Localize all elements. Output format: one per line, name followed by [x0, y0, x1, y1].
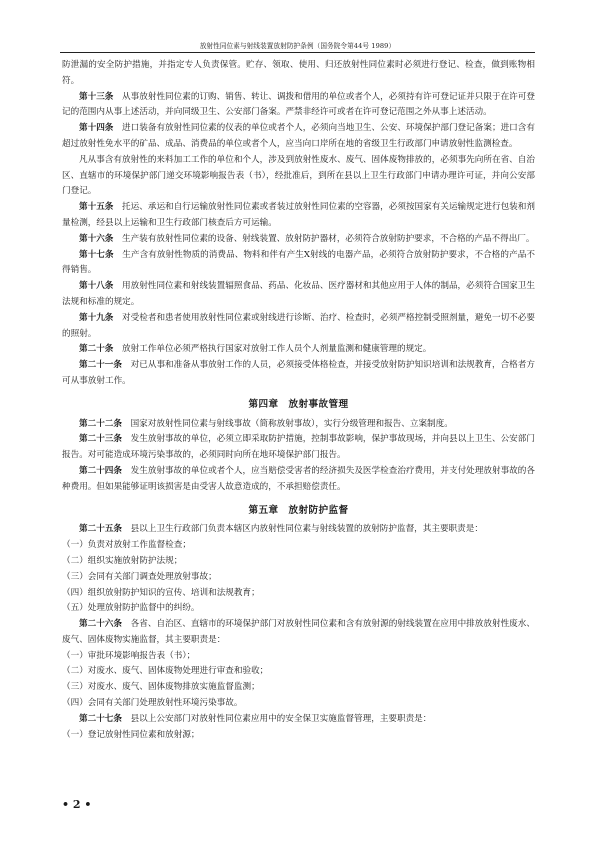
paragraph-text: 生产含有放射性物质的消费品、物料和伴有产生X射线的电器产品，必须符合放射防护要求，不合格的产品不得销售。	[62, 249, 535, 276]
body-text	[62, 58, 535, 743]
list-item: （一）审批环境影响报告表（书）；	[62, 650, 196, 661]
article-paragraph	[62, 232, 535, 248]
list-item: （三）对废水、废气、固体废物排放实施监督监测；	[62, 682, 260, 693]
paragraph	[62, 58, 535, 90]
list-item: （四）会同有关部门处理放射性环境污染事故。	[62, 698, 243, 709]
list-item: （二）对废水、废气、固体废物处理进行审查和验收；	[62, 666, 269, 677]
article-number: 第二十五条	[79, 524, 122, 535]
paragraph-text: 发生放射事故的单位，必须立即采取防护措施，控制事故影响，保护事故现场，并向县以上卫生、公安部门报告。对可能造成环境污染事故的，必须同时向所在地环境保护部门报告。	[62, 434, 535, 461]
list-item: （一）负责对放射工作监督检查；	[62, 540, 191, 551]
list-item: （一）登记放射性同位素和放射源；	[62, 729, 200, 740]
running-header: 放射性同位素与射线装置放射防护条例（国务院令第44号 1989）	[199, 42, 396, 50]
chapter-heading: 第四章 放射事故管理	[248, 398, 349, 410]
paragraph-text: 各省、自治区、直辖市的环境保护部门对放射性同位素和含有放射源的射线装置在应用中排放放射性废水、废气、固体废物实施监督，其主要职责是：	[62, 619, 535, 645]
paragraph-text: 防泄漏的安全防护措施，并指定专人负责保管。贮存、领取、使用、归还放射性同位素时必须进行登记、检查，做到账物相符。	[62, 60, 535, 86]
article-paragraph	[62, 712, 535, 728]
article-number: 第二十六条	[79, 619, 123, 630]
article-paragraph	[62, 200, 535, 232]
paragraph-text: 凡从事含有放射性的来料加工工作的单位和个人，涉及到放射性废水、废气、固体废物排放的，必须事先向所在省、自治区、直辖市的环境保护部门递交环境影响报告表（书），经批准后，到所在县以上卫生行政部门申请办理许可证，并向公安部门登记。	[62, 154, 535, 197]
article-paragraph	[62, 617, 535, 649]
paragraph-text: 对受检者和患者使用放射性同位素或射线进行诊断、治疗、检查时，必须严格控制受照剂量，避免一切不必要的照射。	[62, 312, 535, 339]
article-paragraph	[62, 417, 535, 433]
article-number: 第二十一条	[79, 360, 123, 371]
page-number: • 2 •	[62, 798, 92, 811]
article-number: 第十四条	[79, 123, 114, 134]
article-number: 第十六条	[79, 233, 114, 244]
list-item: （五）处理放射防护监督中的纠纷。	[62, 603, 200, 614]
article-paragraph	[62, 464, 535, 496]
paragraph-text: 对已从事和准备从事放射工作的人员，必须接受体格检查，并接受放射防护知识培训和法规教育，合格者方可从事放射工作。	[62, 360, 535, 386]
paragraph-text: 托运、承运和自行运输放射性同位素或者装过放射性同位素的空容器，必须按国家有关运输规定进行包装和剂量检测，经县以上运输和卫生行政部门核查后方可运输。	[62, 202, 535, 228]
article-number: 第十五条	[79, 202, 114, 213]
paragraph-text: 放射工作单位必须严格执行国家对放射工作人员个人剂量监测和健康管理的规定。	[113, 344, 432, 355]
article-paragraph	[62, 311, 535, 343]
article-paragraph	[62, 90, 535, 122]
article-number: 第二十二条	[79, 418, 122, 429]
article-paragraph	[62, 248, 535, 280]
article-number: 第十三条	[79, 91, 114, 102]
list-item: （四）组织放射防护知识的宣传、培训和法规教育；	[62, 587, 260, 598]
article-number: 第二十四条	[79, 465, 123, 476]
article-number: 第十八条	[79, 281, 114, 292]
article-paragraph	[62, 522, 535, 538]
header-rule	[60, 52, 535, 53]
list-item: （二）组织实施放射防护法规；	[62, 555, 183, 566]
paragraph-text: 县以上公安部门对放射性同位素应用中的安全保卫实施监督管理，主要职责是：	[121, 713, 432, 724]
article-paragraph	[62, 432, 535, 464]
chapter-heading: 第五章 放射防护监督	[248, 504, 349, 516]
article-number: 第二十条	[79, 344, 114, 355]
article-number: 第二十三条	[79, 434, 123, 445]
article-number: 第十七条	[79, 249, 114, 260]
article-number: 第二十七条	[79, 713, 122, 724]
paragraph-text: 进口装备有放射性同位素的仪表的单位或者个人，必须向当地卫生、公安、环境保护部门登记备案；进口含有超过放射性免水平的矿品、成品、消费品的单位或者个人，应当向口岸所在地的省级卫生行政部门申请放射性监测检查。	[62, 123, 535, 149]
paragraph-text: 生产装有放射性同位素的设备、射线装置、放射防护器材，必须符合放射防护要求，不合格的产品不得出厂。	[113, 233, 535, 244]
article-paragraph	[62, 279, 535, 311]
paragraph-text: 用放射性同位素和射线装置辐照食品、药品、化妆品、医疗器材和其他应用于人体的制品，必须符合国家卫生法规和标准的规定。	[62, 281, 535, 307]
paragraph-text: 从事放射性同位素的订购、销售、转让、调拨和借用的单位或者个人，必须持有许可登记证并只限于在许可登记的范围内从事上述活动，并向同级卫生、公安部门备案。严禁非经许可或者在许可登记范围之外从事上述活动。	[62, 91, 535, 118]
article-number: 第十九条	[79, 312, 114, 323]
paragraph-text: 国家对放射性同位素与射线事故（简称放射事故），实行分级管理和报告、立案制度。	[121, 418, 453, 429]
paragraph-text: 县以上卫生行政部门负责本辖区内放射性同位素与射线装置的放射防护监督，其主要职责是：	[121, 524, 483, 535]
list-item: （三）会同有关部门调查处理放射事故；	[62, 571, 217, 582]
article-paragraph	[62, 358, 535, 390]
paragraph-text: 发生放射事故的单位或者个人，应当赔偿受害者的经济损失及医学检查治疗费用，并支付处理放射事故的各种费用。但如果能够证明该损害是由受害人故意造成的，不承担赔偿责任。	[62, 465, 535, 492]
article-paragraph	[62, 121, 535, 153]
article-paragraph	[62, 342, 535, 358]
paragraph	[62, 153, 535, 200]
